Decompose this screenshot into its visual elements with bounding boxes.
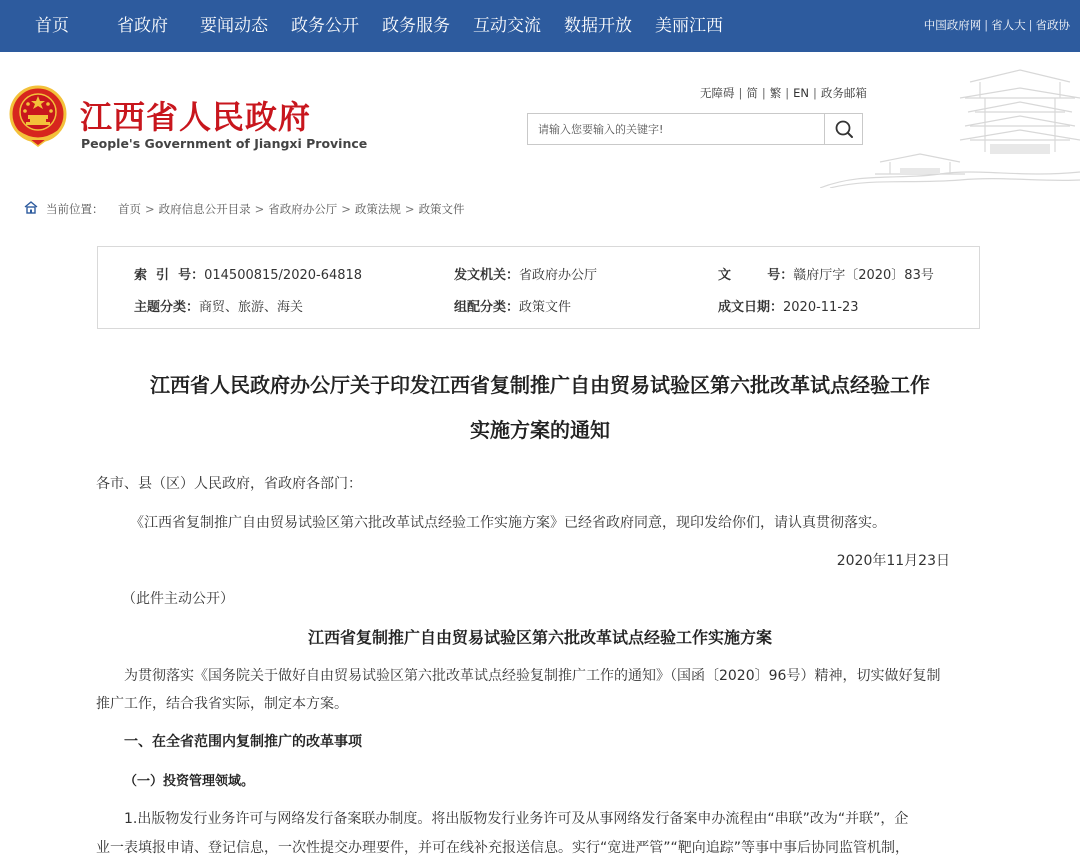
search-icon — [825, 114, 863, 144]
link-gov-email[interactable]: 政务邮箱 — [820, 86, 867, 100]
subsection-heading-1: （一）投资管理领域。 — [124, 774, 255, 789]
link-provincial-cppcc[interactable]: 省政协 — [1035, 18, 1070, 32]
meta-issuing-authority: 发文机关：省政府办公厅 — [454, 268, 598, 283]
paragraph-1-line-1: 为贯彻落实《国务院关于做好自由贸易试验区第六批改革试点经验复制推广工作的通知》（国函〔2020〕96号）精神，切实做好复制 — [124, 668, 941, 684]
nav-item-provincial-government[interactable]: 省政府 — [117, 16, 168, 36]
top-nav-bar — [0, 0, 1080, 52]
meta-topic-category: 主题分类：商贸、旅游、海关 — [134, 300, 304, 315]
link-simplified-chinese[interactable]: 简 — [746, 86, 758, 100]
article-title-line-1: 江西省人民政府办公厅关于印发江西省复制推广自由贸易试验区第六批改革试点经验工作 — [150, 373, 930, 397]
meta-written-date: 成文日期：2020-11-23 — [718, 300, 859, 315]
breadcrumb-general-office[interactable]: 省政府办公厅 — [268, 202, 338, 216]
document-metadata-box — [97, 246, 980, 329]
breadcrumb-policies-regulations[interactable]: 政策法规 — [354, 202, 401, 216]
section-heading-1: 一、在全省范围内复制推广的改革事项 — [124, 734, 362, 750]
breadcrumb-policy-documents[interactable]: 政策文件 — [418, 202, 465, 216]
item-1-line-2: 业一表填报申请、登记信息，一次性提交办理要件，并可在线补充报送信息。实行“宽进严管”“靶向追踪”等事中事后协同监管机制， — [96, 840, 910, 856]
search-box — [527, 113, 863, 145]
nav-item-home[interactable]: 首页 — [35, 16, 69, 36]
quick-links: 中国政府网 | 省人大 | 省政协 — [923, 18, 1070, 32]
article-greeting: 各市、县（区）人民政府，省政府各部门： — [96, 476, 362, 492]
item-1-line-1: 1.出版物发行业务许可与网络发行备案联办制度。将出版物发行业务许可及从事网络发行备案申办流程由“串联”改为“并联”，企 — [124, 811, 909, 827]
article-date: 2020年11月23日 — [836, 553, 950, 569]
link-provincial-congress[interactable]: 省人大 — [991, 18, 1026, 32]
plan-title: 江西省复制推广自由贸易试验区第六批改革试点经验工作实施方案 — [307, 628, 772, 647]
header-utility-links: 无障碍 | 简 | 繁 | EN | 政务邮箱 — [700, 86, 867, 100]
meta-assembly-category: 组配分类：政策文件 — [454, 300, 572, 315]
nav-item-interaction[interactable]: 互动交流 — [473, 16, 541, 36]
search-input[interactable] — [528, 114, 825, 144]
site-title: 江西省人民政府 — [80, 98, 312, 136]
link-china-gov[interactable]: 中国政府网 — [923, 18, 982, 32]
meta-document-number: 文 号：赣府厅字〔2020〕83号 — [718, 268, 934, 283]
site-subtitle: People's Government of Jiangxi Province — [81, 136, 368, 151]
home-icon — [24, 201, 38, 214]
link-traditional-chinese[interactable]: 繁 — [769, 86, 782, 100]
nav-item-open-data[interactable]: 数据开放 — [564, 16, 632, 36]
nav-item-news[interactable]: 要闻动态 — [200, 16, 268, 36]
search-button[interactable] — [824, 114, 862, 144]
nav-item-government-affairs-disclosure[interactable]: 政务公开 — [291, 16, 359, 36]
article-intro: 《江西省复制推广自由贸易试验区第六批改革试点经验工作实施方案》已经省政府同意，现印发给你们，请认真贯彻落实。 — [130, 515, 886, 531]
link-accessibility[interactable]: 无障碍 — [700, 86, 735, 100]
article-title-line-2: 实施方案的通知 — [470, 418, 610, 442]
article-disclosure-note: （此件主动公开） — [122, 591, 234, 607]
link-english[interactable]: EN — [793, 86, 809, 100]
national-emblem-logo — [8, 84, 68, 148]
nav-item-government-services[interactable]: 政务服务 — [382, 16, 450, 36]
breadcrumb-label: 当前位置： — [46, 202, 104, 216]
breadcrumb-info-disclosure-directory[interactable]: 政府信息公开目录 — [158, 202, 251, 216]
breadcrumb-home[interactable]: 首页 — [118, 202, 141, 216]
site-header — [0, 52, 1080, 188]
nav-item-beautiful-jiangxi[interactable]: 美丽江西 — [655, 16, 723, 36]
meta-index-number: 索 引 号：014500815/2020-64818 — [134, 268, 363, 283]
breadcrumb: 当前位置： 首页 > 政府信息公开目录 > 省政府办公厅 > 政策法规 > 政策文件 — [0, 188, 1080, 228]
paragraph-1-line-2: 推广工作，结合我省实际，制定本方案。 — [96, 696, 348, 712]
